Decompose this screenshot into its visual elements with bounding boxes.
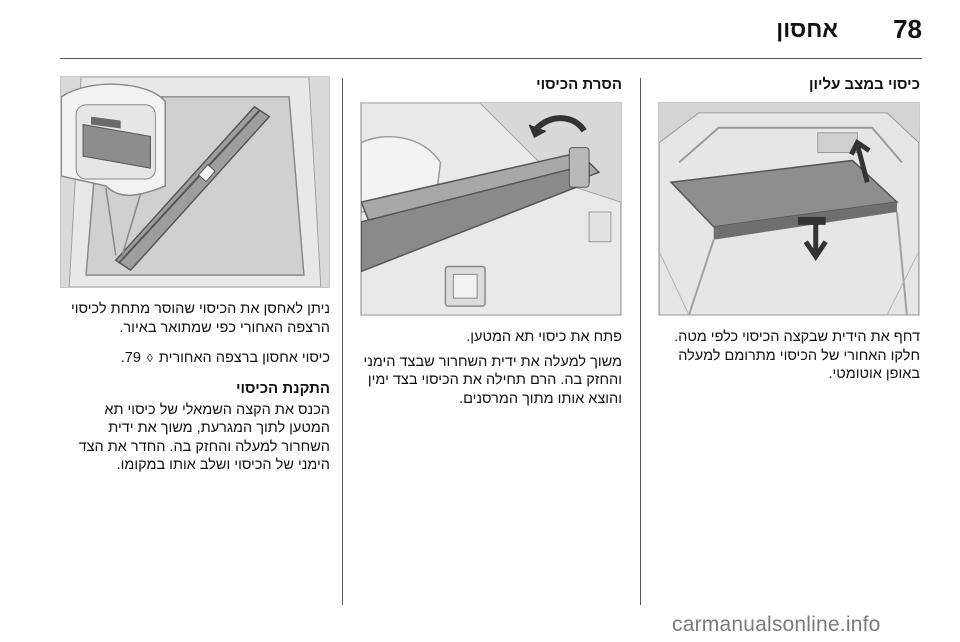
- column-divider: [342, 78, 343, 605]
- cover-under-floor-illustration: [61, 77, 329, 287]
- page-reference-icon: ◊: [146, 351, 153, 365]
- illustration-cover-raised: [658, 102, 920, 316]
- section-removing-cover: [360, 76, 622, 408]
- section-cover-upper-position: [658, 76, 920, 384]
- section-heading: כיסוי במצב עליון: [808, 76, 920, 93]
- reference-page: 79.: [120, 350, 141, 366]
- paragraph-reference: [60, 349, 330, 368]
- section-heading: הסרת הכיסוי: [536, 76, 622, 93]
- paragraph: משוך למעלה את ידית השחרור שבצד הימני והחזק בה. הרם תחילה את הכיסוי בצד ימין והוצא אותו מתוך המרסנים.: [363, 353, 622, 407]
- illustration-cover-removal: [360, 102, 622, 316]
- page-title: אחסון: [776, 16, 838, 42]
- section-cover-storage: [60, 76, 330, 475]
- subheading: התקנת הכיסוי: [236, 379, 330, 397]
- column-divider: [640, 78, 641, 605]
- paragraph: ניתן לאחסן את הכיסוי שהוסר מתחת לכיסוי הרצפה האחורי כפי שמתואר באיור.: [71, 301, 330, 336]
- header-rule: [60, 58, 922, 59]
- illustration-cover-storage: [60, 76, 330, 288]
- page-number: 78: [893, 14, 922, 44]
- page-header: [0, 0, 960, 62]
- watermark: carmanualsonline.info: [672, 613, 881, 636]
- reference-text: כיסוי אחסון ברצפה האחורית: [158, 350, 330, 366]
- paragraph: הכנס את הקצה השמאלי של כיסוי תא המטען לתוך המגרעת, משוך את ידית השחרור למעלה והחזק בה. החדר את הצד הימני של הכיסוי ושלב אותו במקומו.: [78, 401, 330, 473]
- cargo-cover-raised-illustration: [659, 103, 919, 315]
- paragraph: פתח את כיסוי תא המטען.: [466, 329, 622, 345]
- paragraph: דחף את הידית שבקצה הכיסוי כלפי מטה. חלקו האחורי של הכיסוי מתרומם למעלה באופן אוטומטי.: [674, 329, 920, 382]
- cargo-cover-removal-illustration: [361, 103, 621, 315]
